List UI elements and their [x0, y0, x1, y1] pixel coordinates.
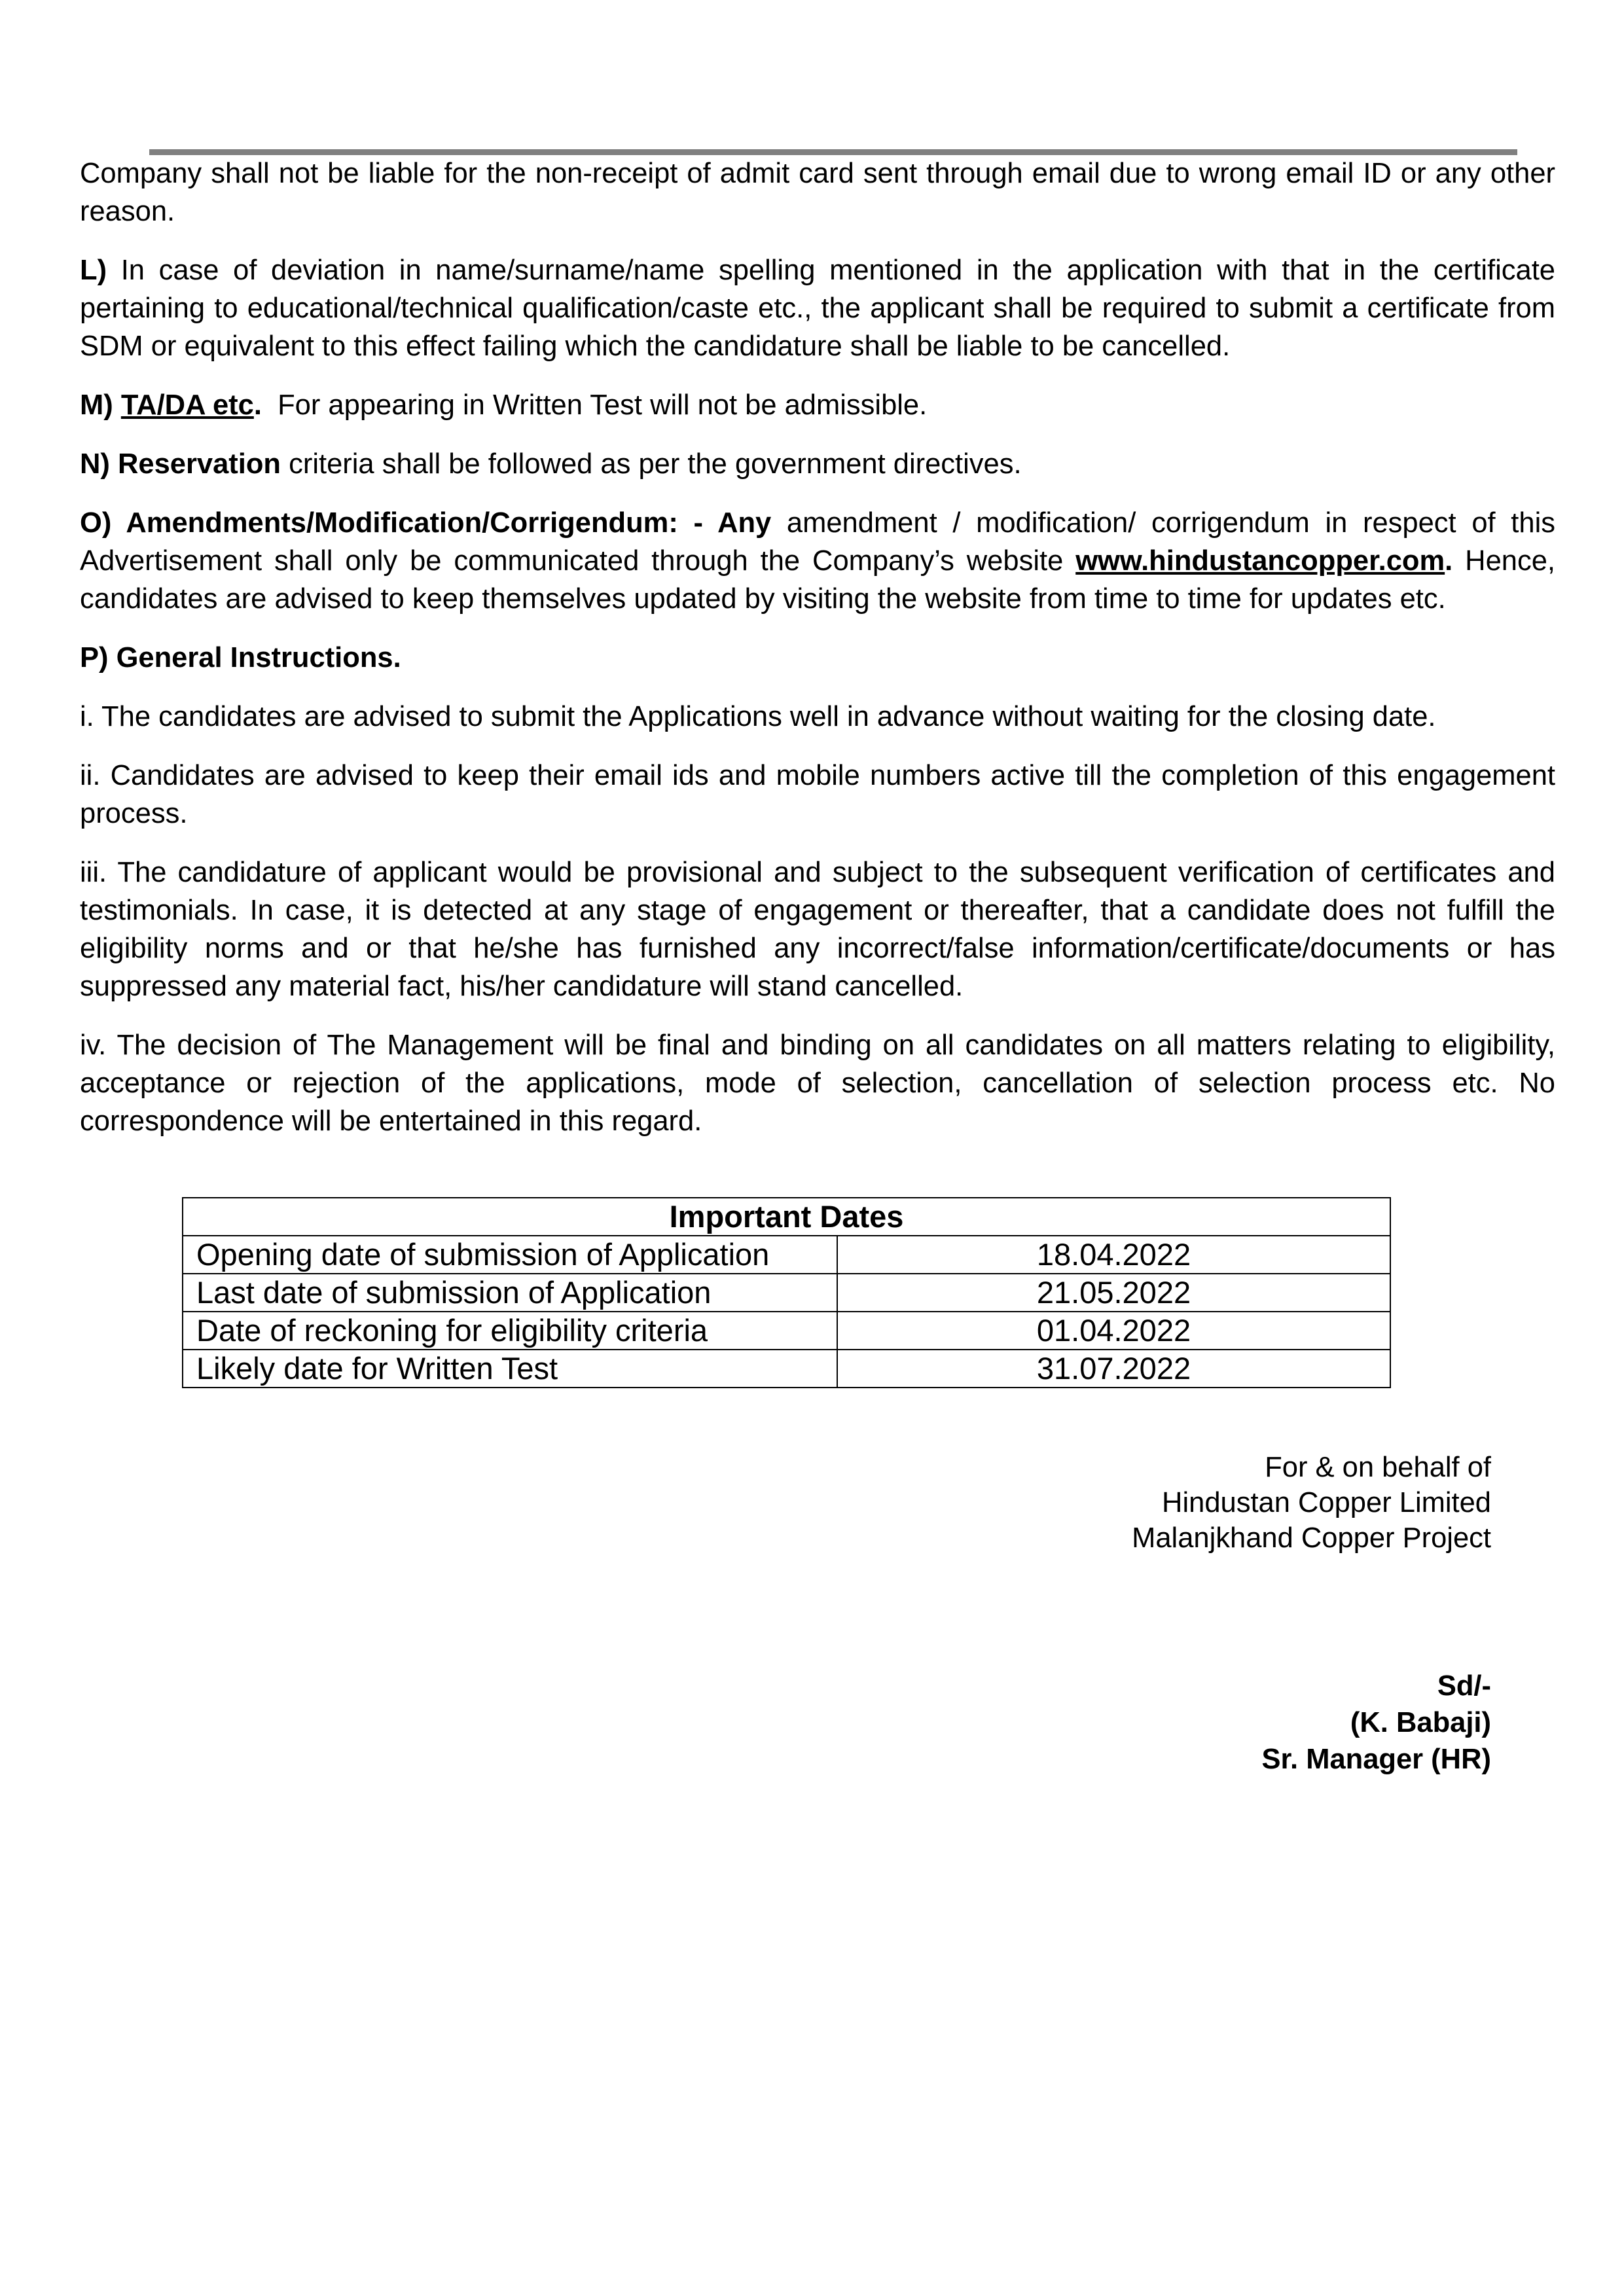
signoff-block — [1132, 1450, 1491, 1556]
instruction-ii — [80, 757, 1555, 833]
table-row — [183, 1274, 1390, 1312]
paragraph-l — [80, 251, 1555, 365]
signature-sd: Sd/- — [1437, 1670, 1491, 1702]
clause-m-label-underlined: TA/DA etc — [120, 389, 254, 421]
clause-l-label: L) — [80, 255, 107, 286]
general-instructions-heading: P) General Instructions. — [80, 642, 401, 673]
instruction-iii — [80, 853, 1555, 1005]
table-row — [183, 1236, 1390, 1274]
clause-m-label: M) — [80, 389, 121, 421]
paragraph-continuation — [80, 154, 1555, 230]
paragraph-o — [80, 504, 1555, 618]
website-link[interactable]: www.hindustancopper.com — [1075, 545, 1445, 577]
date-label: Date of reckoning for eligibility criteria — [183, 1312, 837, 1350]
instruction-iv-text: iv. The decision of The Management will be final and binding on all candidates on all matters relating to eligibility, acceptance or rejection of the applications, mode of selection, cancellation of selection process etc. No correspondence will be entertained in this regard. — [80, 1030, 1555, 1137]
clause-o-text2: Hence, candidates are advised to keep themselves updated by visiting the website from time to time for updates etc. — [80, 545, 1555, 615]
clause-o-text: amendment / modification/ corrigendum in respect of this Advertisement shall only be communicated through the Company’s website — [80, 507, 1555, 577]
instruction-iii-text: iii. The candidature of applicant would be provisional and subject to the subsequent verification of certificates and testimonials. In case, it is detected at any stage of engagement or thereafter, that a candidate does not fulfill the eligibility norms and or that he/she has furnished any incorrect/false information/certificate/documents or has suppressed any material fact, his/her candidature will stand cancelled. — [80, 857, 1555, 1002]
date-label: Opening date of submission of Application — [183, 1236, 837, 1274]
clause-m-label-end: . — [253, 389, 262, 421]
signoff-project: Malanjkhand Copper Project — [1132, 1522, 1491, 1554]
instruction-iv — [80, 1026, 1555, 1140]
clause-o-label: O) Amendments/Modification/Corrigendum: - Any — [80, 507, 772, 539]
clause-n-label: N) Reservation — [80, 448, 281, 480]
paragraph-m — [80, 386, 1555, 424]
table-row — [183, 1312, 1390, 1350]
table-row — [183, 1350, 1390, 1388]
date-value: 01.04.2022 — [837, 1312, 1390, 1350]
clause-o-link-end: . — [1445, 545, 1453, 577]
table-header-row — [183, 1198, 1390, 1236]
continuation-text: Company shall not be liable for the non-receipt of admit card sent through email due to wrong email ID or any other reason. — [80, 158, 1555, 227]
date-label: Last date of submission of Application — [183, 1274, 837, 1312]
date-value: 31.07.2022 — [837, 1350, 1390, 1388]
signatory-designation: Sr. Manager (HR) — [1261, 1744, 1491, 1775]
paragraph-n — [80, 445, 1555, 483]
date-label: Likely date for Written Test — [183, 1350, 837, 1388]
document-body — [80, 154, 1555, 1161]
date-value: 21.05.2022 — [837, 1274, 1390, 1312]
signature-block — [1262, 1668, 1492, 1778]
date-value: 18.04.2022 — [837, 1236, 1390, 1274]
signoff-company: Hindustan Copper Limited — [1162, 1487, 1491, 1518]
instruction-ii-text: ii. Candidates are advised to keep their email ids and mobile numbers active till the completion of this engagement process. — [80, 760, 1555, 829]
clause-n-text: criteria shall be followed as per the government directives. — [281, 448, 1022, 480]
instruction-i-text: i. The candidates are advised to submit the Applications well in advance without waiting for the closing date. — [80, 701, 1436, 732]
clause-m-text: For appearing in Written Test will not be admissible. — [261, 389, 928, 421]
important-dates-title: Important Dates — [183, 1198, 1390, 1236]
important-dates-table — [182, 1197, 1391, 1388]
signoff-line-1: For & on behalf of — [1265, 1452, 1491, 1483]
clause-l-text: In case of deviation in name/surname/name spelling mentioned in the application with that in the certificate pertaining to educational/technical qualification/caste etc., the applicant shall be required to submit a certificate from SDM or equivalent to this effect failing which the candidature shall be liable to be cancelled. — [80, 255, 1555, 362]
instruction-i — [80, 698, 1555, 736]
signatory-name: (K. Babaji) — [1350, 1707, 1491, 1738]
paragraph-p-heading — [80, 639, 1555, 677]
